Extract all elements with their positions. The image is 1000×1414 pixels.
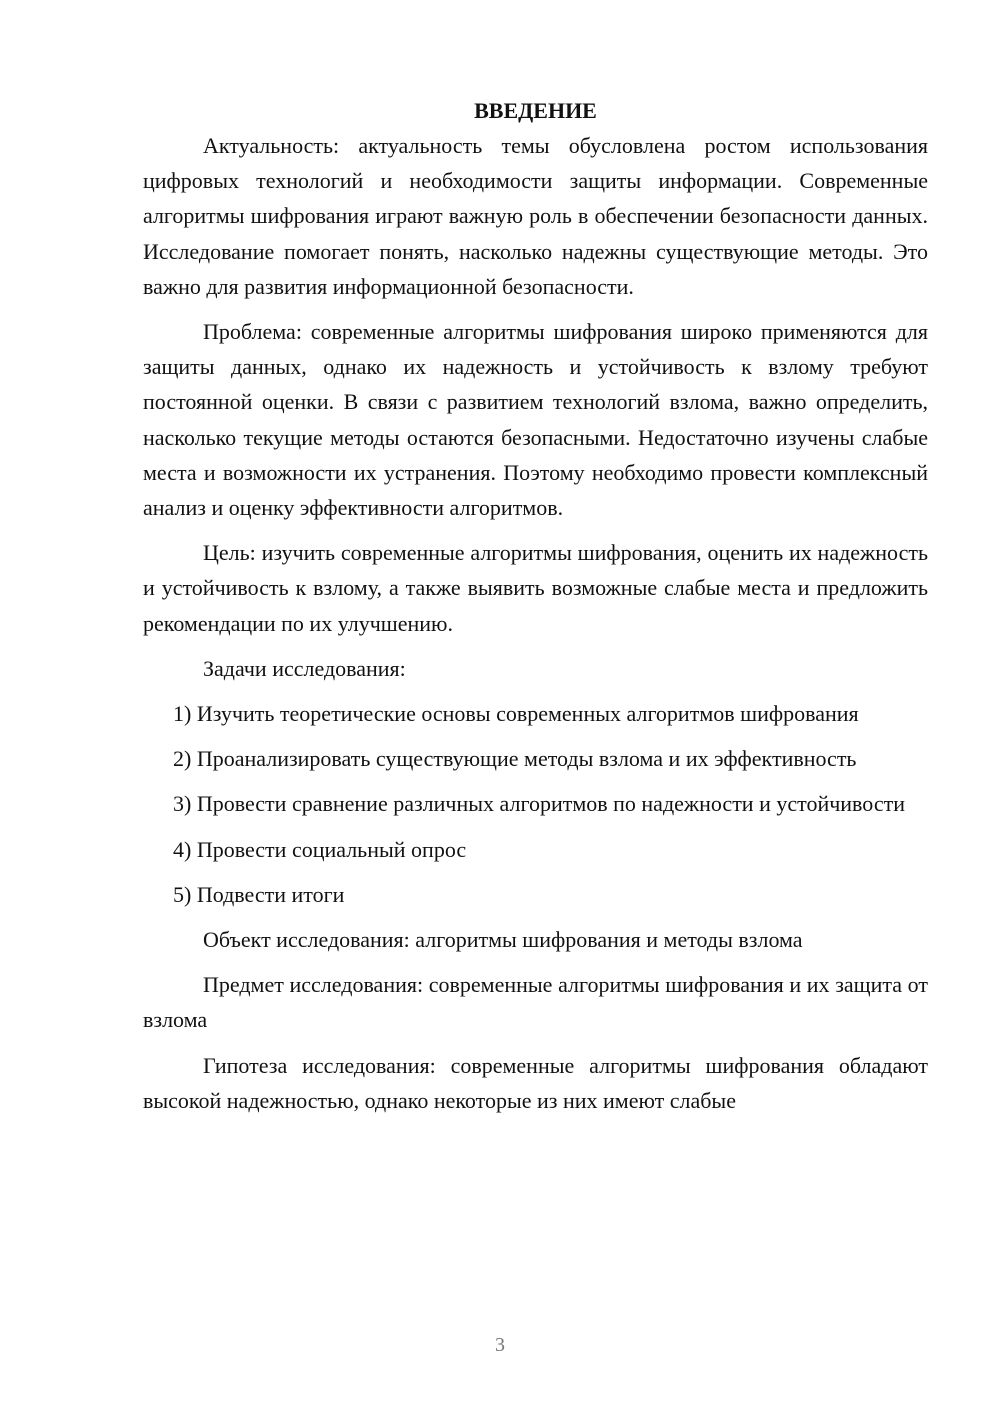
page-number: 3 [495,1334,505,1356]
section-title: ВВЕДЕНИЕ [474,98,597,123]
task-item-1: 1) Изучить теоретические основы современных алгоритмов шифрования [173,701,859,727]
paragraph-problem: Проблема: современные алгоритмы шифрования широко применяются для защиты данных, однако их надежность и устойчивость к взлому требуют постоянной оценки. В связи с развитием технологий взлома, важно определить, насколько текущие методы остаются безопасными. Недостаточно изучены слабые места и возможности их устранения. Поэтому необходимо провести комплексный анализ и оценку эффективности алгоритмов. [143,319,928,521]
task-item-4: 4) Провести социальный опрос [173,836,467,862]
paragraph-subject: Предмет исследования: современные алгоритмы шифрования и их защита от взлома [143,972,928,1033]
task-item-3: 3) Провести сравнение различных алгоритмов по надежности и устойчивости [173,791,905,817]
paragraph-hypothesis: Гипотеза исследования: современные алгоритмы шифрования обладают высокой надежностью, однако некоторые из них имеют слабые [143,1052,928,1113]
paragraph-object: Объект исследования: алгоритмы шифрования и методы взлома [203,927,803,953]
paragraph-relevance: Актуальность: актуальность темы обусловлена ростом использования цифровых технологий и необходимости защиты информации. Современные алгоритмы шифрования играют важную роль в обеспечении безопасности данных. Исследование помогает понять, насколько надежны существующие методы. Это важно для развития информационной безопасности. [143,133,928,299]
tasks-heading: Задачи исследования: [203,655,406,681]
paragraph-goal: Цель: изучить современные алгоритмы шифрования, оценить их надежность и устойчивость к взлому, а также выявить возможные слабые места и предложить рекомендации по их улучшению. [143,540,928,636]
task-item-5: 5) Подвести итоги [173,881,345,907]
page-content [143,93,928,1118]
task-item-2: 2) Проанализировать существующие методы взлома и их эффективность [173,746,857,772]
